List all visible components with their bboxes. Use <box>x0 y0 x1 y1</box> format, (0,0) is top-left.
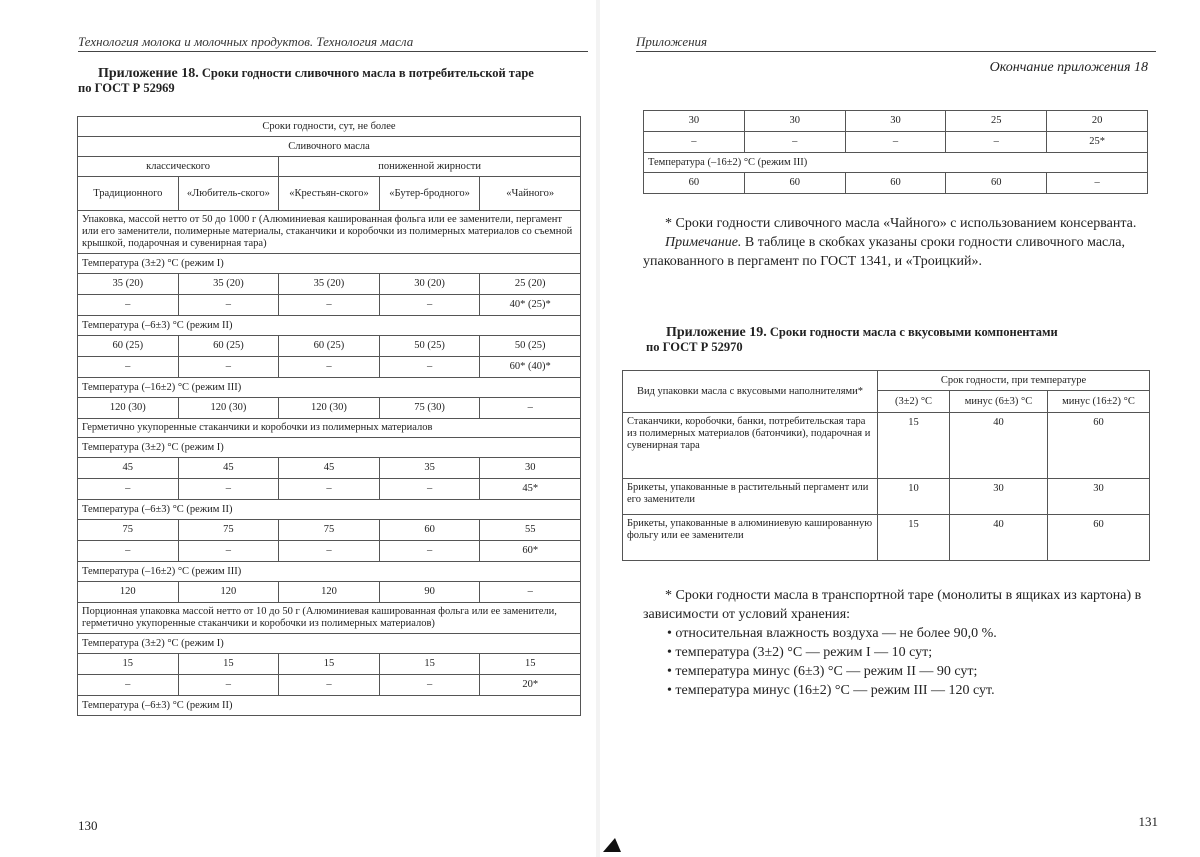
table-header-buterbrodnoe: «Бутер-бродного» <box>379 177 480 211</box>
t19-cell: 15 <box>878 515 950 561</box>
table-temperature-heading: Температура (–6±3) °С (режим II) <box>78 696 581 716</box>
t19-header-pack: Вид упаковки масла с вкусовыми наполнителями* <box>623 371 878 413</box>
table-cell: 120 <box>279 582 380 603</box>
table-row <box>78 295 581 316</box>
table-row <box>78 398 581 419</box>
table-row <box>78 479 581 500</box>
table-cell: – <box>744 132 845 153</box>
table-cell: 75 <box>279 520 380 541</box>
table-cell: 60* (40)* <box>480 357 581 378</box>
table-cell: – <box>78 295 179 316</box>
table-row <box>78 274 581 295</box>
table-row <box>644 111 1148 132</box>
t19-cell: 10 <box>878 479 950 515</box>
table-header-term: Сроки годности, сут, не более <box>78 117 581 137</box>
table-cell: 60 <box>379 520 480 541</box>
running-head-right: Приложения <box>636 34 1156 52</box>
continuation-label: Окончание приложения 18 <box>989 60 1148 75</box>
table-cell: 30 <box>644 111 745 132</box>
t19-header-temp-2: минус (6±3) °С <box>950 391 1048 413</box>
table-cell: 120 <box>178 582 279 603</box>
table-cell: – <box>946 132 1047 153</box>
table-cell: 30 <box>845 111 946 132</box>
table-cell: 120 (30) <box>279 398 380 419</box>
appendix-18-standard: по ГОСТ Р 52969 <box>78 81 175 95</box>
table-cell: 45 <box>178 458 279 479</box>
table-header-reduced-fat: пониженной жирности <box>279 157 581 177</box>
table-cell: – <box>178 295 279 316</box>
table-cell: 45* <box>480 479 581 500</box>
table-cell: – <box>279 479 380 500</box>
table-cell: 60 (25) <box>178 336 279 357</box>
table-row <box>644 132 1148 153</box>
table-cell: 50 (25) <box>480 336 581 357</box>
table-cell: – <box>379 675 480 696</box>
t19-cell: 40 <box>950 515 1048 561</box>
table-header-traditional: Традиционного <box>78 177 179 211</box>
table-temperature-heading: Температура (3±2) °С (режим I) <box>78 254 581 274</box>
table-cell: 50 (25) <box>379 336 480 357</box>
t19-row-label: Стаканчики, коробочки, банки, потребительская тара из полимерных материалов (батончики), подарочная и сувенирная тара <box>623 413 878 479</box>
table-section-heading: Порционная упаковка массой нетто от 10 до 50 г (Алюминиевая кашированная фольга или ее заменители, герметично укупоренные стаканчики и коробочки из полимерных материалов) <box>78 603 581 634</box>
table-cell: – <box>379 357 480 378</box>
table-row <box>78 357 581 378</box>
page-number-right: 131 <box>1138 814 1158 829</box>
table-temperature-heading: Температура (–6±3) °С (режим II) <box>78 316 581 336</box>
t19-header-temp-3: минус (16±2) °С <box>1048 391 1150 413</box>
table-cell: – <box>78 479 179 500</box>
table-temperature-heading: Температура (3±2) °С (режим I) <box>78 634 581 654</box>
corner-mark <box>603 838 621 852</box>
transport-note-block <box>643 586 1165 700</box>
table-section-heading: Герметично укупоренные стаканчики и коробочки из полимерных материалов <box>78 419 581 438</box>
list-item: • относительная влажность воздуха — не более 90,0 %. <box>643 624 1165 643</box>
table-header-chainoe: «Чайного» <box>480 177 581 211</box>
t19-header-term: Срок годности, при температуре <box>878 371 1150 391</box>
table-row <box>78 582 581 603</box>
appendix-18-continuation-table <box>643 110 1148 194</box>
appendix-18-text: Сроки годности сливочного масла в потребительской таре <box>198 66 534 80</box>
list-item: • температура минус (6±3) °С — режим II — 90 сут; <box>643 662 1165 681</box>
appendix-19-title <box>646 325 1156 355</box>
page-number-left: 130 <box>78 818 98 833</box>
table-cell: – <box>845 132 946 153</box>
appendix-19-table <box>622 370 1150 561</box>
t19-cell: 40 <box>950 413 1048 479</box>
table-temperature-heading: Температура (–6±3) °С (режим II) <box>78 500 581 520</box>
table-cell: 25* <box>1047 132 1148 153</box>
table-cell: – <box>480 582 581 603</box>
appendix-19-label: Приложение 19. <box>666 325 767 340</box>
table-cell: 60 <box>644 173 745 194</box>
table-cell: 120 (30) <box>78 398 179 419</box>
table-cell: – <box>379 541 480 562</box>
table-cell: 15 <box>379 654 480 675</box>
table-cell: 55 <box>480 520 581 541</box>
table-cell: 25 (20) <box>480 274 581 295</box>
table-cell: 20 <box>1047 111 1148 132</box>
table-cell: 30 (20) <box>379 274 480 295</box>
table-cell: – <box>78 357 179 378</box>
right-page <box>600 0 1200 857</box>
table-temperature-heading: Температура (–16±2) °С (режим III) <box>78 562 581 582</box>
table-row <box>78 336 581 357</box>
transport-footnote: * Сроки годности масла в транспортной таре (монолиты в ящиках из картона) в зависимости от условий хранения: <box>643 588 1142 622</box>
table-row <box>78 675 581 696</box>
footnote-chainoe: * Сроки годности сливочного масла «Чайного» с использованием консерванта. <box>665 216 1137 231</box>
note-text: В таблице в скобках указаны сроки годности сливочного масла, упакованного в пергамент по ГОСТ 1341, и «Троицкий». <box>643 235 1125 269</box>
table-temperature-heading: Температура (–16±2) °С (режим III) <box>78 378 581 398</box>
table-row <box>78 654 581 675</box>
table-cell: – <box>279 295 380 316</box>
table-cell: 45 <box>279 458 380 479</box>
table-header-krestyanskoe: «Крестьян-ского» <box>279 177 380 211</box>
table-cell: – <box>379 479 480 500</box>
table-cell: – <box>279 675 380 696</box>
table-cell: 120 <box>78 582 179 603</box>
running-head-left: Технология молока и молочных продуктов. Технология масла <box>78 34 588 52</box>
appendix-18-table <box>77 116 581 716</box>
table-cell: 15 <box>178 654 279 675</box>
table-cell: – <box>379 295 480 316</box>
list-item: • температура минус (16±2) °С — режим III — 120 сут. <box>643 681 1165 700</box>
table-cell: 25 <box>946 111 1047 132</box>
table-header-classic: классического <box>78 157 279 177</box>
t19-cell: 15 <box>878 413 950 479</box>
table-row <box>78 541 581 562</box>
list-item: • температура (3±2) °С — режим I — 10 сут; <box>643 643 1165 662</box>
t19-row-label: Брикеты, упакованные в алюминиевую кашированную фольгу или ее заменители <box>623 515 878 561</box>
table-cell: 75 <box>78 520 179 541</box>
table-cell: – <box>78 675 179 696</box>
table-cell: 35 (20) <box>178 274 279 295</box>
table-row <box>644 173 1148 194</box>
table-section-heading: Упаковка, массой нетто от 50 до 1000 г (Алюминиевая кашированная фольга или ее заменители, пергамент или его заменители, полимерные материалы, стаканчики и коробочки из полимерных материалов со съемной крышкой, подарочная и сувенирная тара) <box>78 211 581 254</box>
table-cell: 15 <box>78 654 179 675</box>
table-cell: 35 (20) <box>78 274 179 295</box>
t19-cell: 60 <box>1048 413 1150 479</box>
t19-cell: 60 <box>1048 515 1150 561</box>
appendix-18-label: Приложение 18. <box>98 66 199 81</box>
table-cell: 35 <box>379 458 480 479</box>
table-cell: 30 <box>744 111 845 132</box>
table-cell: 120 (30) <box>178 398 279 419</box>
table-temperature-heading: Температура (–16±2) °С (режим III) <box>644 153 1148 173</box>
appendix-19-standard: по ГОСТ Р 52970 <box>646 340 743 354</box>
table-cell: – <box>178 357 279 378</box>
table-cell: 15 <box>279 654 380 675</box>
table-cell: 60* <box>480 541 581 562</box>
table-cell: – <box>178 675 279 696</box>
table-cell: – <box>279 357 380 378</box>
t19-header-temp-1: (3±2) °С <box>878 391 950 413</box>
appendix-18-title <box>78 66 593 96</box>
table-cell: 60 <box>845 173 946 194</box>
table-cell: 15 <box>480 654 581 675</box>
appendix-19-text: Сроки годности масла с вкусовыми компонентами <box>766 325 1058 339</box>
table-cell: – <box>279 541 380 562</box>
table-cell: 60 (25) <box>279 336 380 357</box>
table-temperature-heading: Температура (3±2) °С (режим I) <box>78 438 581 458</box>
table-cell: 60 <box>744 173 845 194</box>
storage-conditions-list <box>643 624 1165 700</box>
table-cell: 60 <box>946 173 1047 194</box>
table-cell: 35 (20) <box>279 274 380 295</box>
t19-row-label: Брикеты, упакованные в растительный пергамент или его заменители <box>623 479 878 515</box>
table-cell: – <box>178 541 279 562</box>
table-cell: 45 <box>78 458 179 479</box>
table-cell: 75 (30) <box>379 398 480 419</box>
table-cell: – <box>480 398 581 419</box>
table-cell: – <box>178 479 279 500</box>
t19-cell: 30 <box>1048 479 1150 515</box>
table-cell: 40* (25)* <box>480 295 581 316</box>
table-row <box>78 458 581 479</box>
table-cell: – <box>78 541 179 562</box>
table-cell: 20* <box>480 675 581 696</box>
note-label: Примечание. <box>665 235 742 250</box>
table-cell: 75 <box>178 520 279 541</box>
table-cell: – <box>644 132 745 153</box>
table-cell: 60 (25) <box>78 336 179 357</box>
table-cell: 90 <box>379 582 480 603</box>
notes-block <box>643 214 1163 271</box>
table-cell: – <box>1047 173 1148 194</box>
table-header-lyubitelskoe: «Любитель-ского» <box>178 177 279 211</box>
table-row <box>78 520 581 541</box>
table-cell: 30 <box>480 458 581 479</box>
t19-cell: 30 <box>950 479 1048 515</box>
table-header-butter: Сливочного масла <box>78 137 581 157</box>
